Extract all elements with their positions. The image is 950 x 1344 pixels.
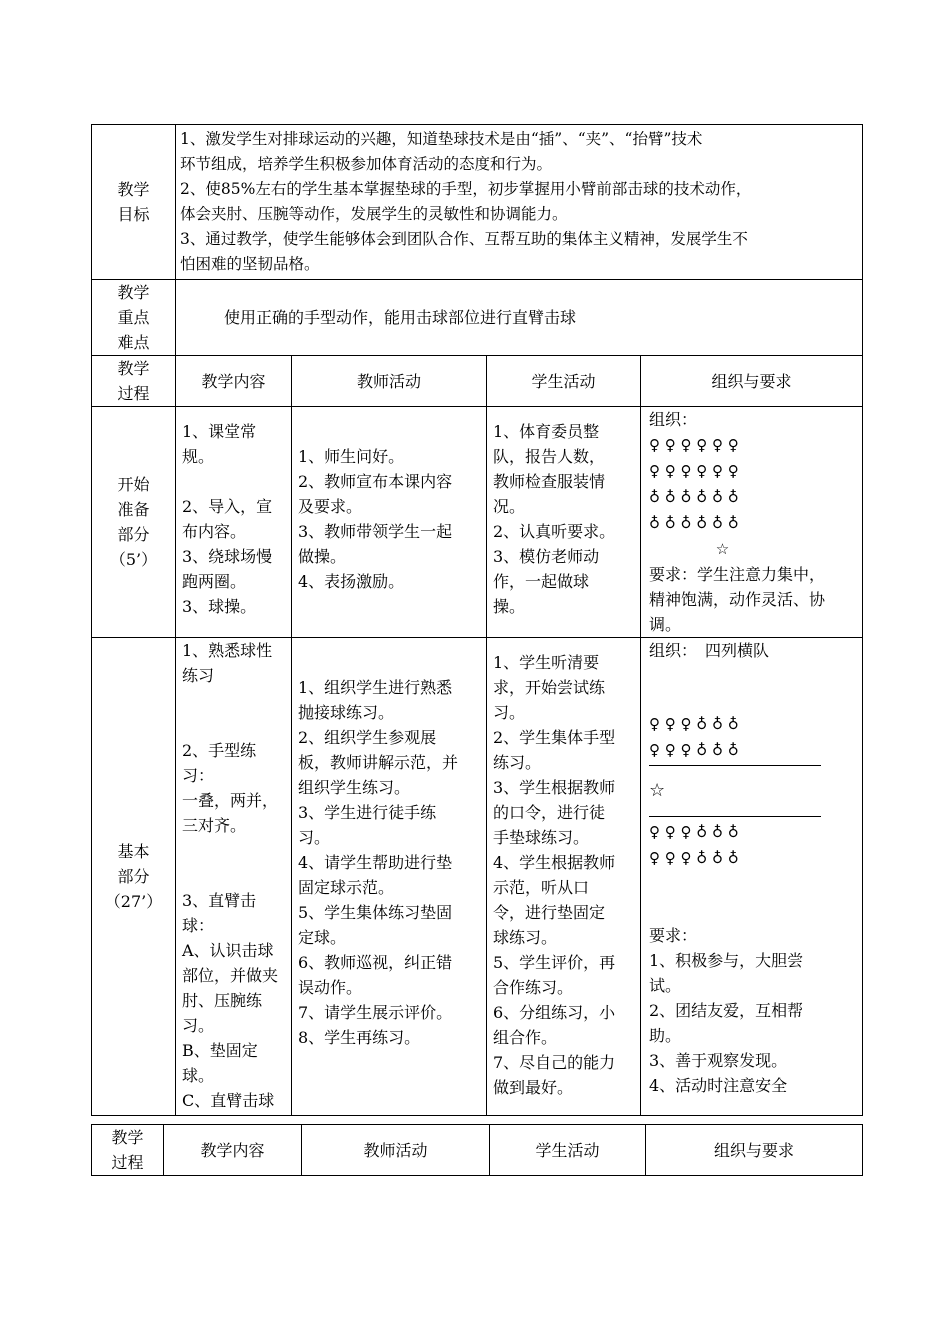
- teacher-line: 8、学生再练习。: [298, 1028, 421, 1047]
- start-section-label: [92, 407, 176, 638]
- content-line: 习。: [182, 1016, 215, 1035]
- student-line: 6、分组练习，小: [493, 1003, 616, 1022]
- teacher-line: 4、请学生帮助进行垫: [298, 853, 453, 872]
- key-points-value: 使用正确的手型动作，能用击球部位进行直臂击球: [224, 308, 577, 327]
- objective-line: 怕困难的坚韧品格。: [180, 255, 320, 273]
- teacher-line: 定球。: [298, 928, 347, 947]
- key-points-label: [92, 280, 176, 356]
- teacher-line: 7、请学生展示评价。: [298, 1003, 453, 1022]
- requirement-line: 精神饱满，动作灵活、协: [649, 590, 826, 609]
- requirement-line: 助。: [649, 1026, 682, 1045]
- formation-row: ♀ ♀ ♀ ♁ ♁ ♁: [649, 849, 739, 867]
- process-header-row: [92, 356, 863, 407]
- teacher-line: 1、组织学生进行熟悉: [298, 678, 453, 697]
- content-line: 3、直臂击: [182, 891, 257, 910]
- content-line: A、认识击球: [182, 941, 274, 960]
- student-line: 7、尽自己的能力: [493, 1053, 616, 1072]
- content-line: 1、课堂常: [182, 422, 257, 441]
- requirement-line: 2、团结友爱，互相帮: [649, 1001, 804, 1020]
- requirement-line: 要求：: [649, 926, 698, 945]
- objectives-row: [92, 125, 863, 280]
- objective-line: 1、激发学生对排球运动的兴趣，知道垫球技术是由“插”、“夹”、“抬臂”技术: [180, 130, 703, 148]
- teacher-line: 3、教师带领学生一起: [298, 522, 453, 541]
- spacer: [649, 871, 858, 923]
- student-line: 5、学生评价，再: [493, 953, 616, 972]
- label-line: 难点: [117, 333, 150, 352]
- content-line: [182, 863, 285, 888]
- org-label: 组织： 四列横队: [649, 641, 770, 660]
- teacher-line: 误动作。: [298, 978, 363, 997]
- content-line: [182, 688, 285, 713]
- label-line: 教学: [117, 180, 150, 199]
- process-label: [92, 356, 176, 407]
- content-line: 3、球操。: [182, 597, 257, 616]
- student-line: 令，进行垫固定: [493, 903, 606, 922]
- teacher-line: 6、教师巡视，纠正错: [298, 953, 453, 972]
- key-points-text: [176, 280, 863, 356]
- teacher-line: 及要求。: [298, 497, 363, 516]
- header-content-2: 教学内容: [164, 1125, 302, 1176]
- start-section-row: [92, 407, 863, 638]
- label-line: 目标: [117, 205, 150, 224]
- basic-student: [487, 638, 641, 1116]
- teacher-line: 固定球示范。: [298, 878, 395, 897]
- content-line: 1、熟悉球性: [182, 641, 273, 660]
- start-student: [487, 407, 641, 638]
- start-org: [641, 407, 863, 638]
- teacher-star-icon: ☆: [649, 780, 666, 801]
- label-line: （27’）: [104, 892, 163, 911]
- teacher-line: 5、学生集体练习垫固: [298, 903, 453, 922]
- teacher-line: 抛接球练习。: [298, 703, 395, 722]
- label-line: 过程: [111, 1153, 144, 1172]
- label-line: 开始: [117, 475, 150, 494]
- content-line: 一叠，两并，: [182, 791, 279, 810]
- requirement-line: 1、积极参与，大胆尝: [649, 951, 804, 970]
- student-line: 的口令，进行徒: [493, 803, 606, 822]
- requirement-line: 调。: [649, 615, 682, 634]
- student-line: 做到最好。: [493, 1078, 574, 1097]
- content-line: 习：: [182, 766, 215, 785]
- teacher-line: 板，教师讲解示范，并: [298, 753, 459, 772]
- basic-section-label: [92, 638, 176, 1116]
- process-header-row-2: [92, 1125, 863, 1176]
- student-line: 合作练习。: [493, 978, 574, 997]
- basic-org: [641, 638, 863, 1116]
- header-teacher-2: 教师活动: [302, 1125, 490, 1176]
- net-line: [649, 765, 821, 766]
- student-line: 作，一起做球: [493, 572, 590, 591]
- content-line: [182, 713, 285, 738]
- objective-line: 2、使85%左右的学生基本掌握垫球的手型，初步掌握用小臂前部击球的技术动作，: [180, 180, 752, 198]
- teacher-line: 2、组织学生参观展: [298, 728, 437, 747]
- student-line: 队，报告人数，: [493, 447, 606, 466]
- content-line: 肘、压腕练: [182, 991, 263, 1010]
- content-line: B、垫固定: [182, 1041, 258, 1060]
- content-line: 3、绕球场慢: [182, 547, 273, 566]
- objective-line: 3、通过教学，使学生能够体会到团队合作、互帮互助的集体主义精神，发展学生不: [180, 230, 748, 248]
- label-line: 过程: [117, 384, 150, 403]
- student-line: 示范，听从口: [493, 878, 590, 897]
- spacer: [649, 804, 858, 814]
- student-line: 操。: [493, 597, 526, 616]
- female-formation-row: ♀ ♀ ♀ ♀ ♀ ♀: [649, 462, 739, 480]
- content-line: 布内容。: [182, 522, 247, 541]
- requirement-line: 要求：学生注意力集中，: [649, 565, 826, 584]
- basic-section-row: [92, 638, 863, 1116]
- content-line: C、直臂击球: [182, 1091, 275, 1110]
- start-content: [176, 407, 292, 638]
- student-line: 练习。: [493, 753, 542, 772]
- content-line: 球：: [182, 916, 215, 935]
- female-formation-row: ♀ ♀ ♀ ♀ ♀ ♀: [649, 436, 739, 454]
- teacher-line: 4、表扬激励。: [298, 572, 405, 591]
- teacher-line: 1、师生问好。: [298, 447, 405, 466]
- label-line: 基本: [117, 842, 150, 861]
- label-line: 重点: [117, 308, 150, 327]
- org-label: 组织：: [649, 410, 698, 429]
- formation-row: ♀ ♀ ♀ ♁ ♁ ♁: [649, 823, 739, 841]
- label-line: （5’）: [109, 550, 158, 569]
- lesson-plan-table: [91, 124, 863, 1116]
- content-line: 规。: [182, 447, 215, 466]
- teacher-position-row: ☆: [649, 540, 730, 558]
- student-line: 球练习。: [493, 928, 558, 947]
- student-line: 习。: [493, 703, 526, 722]
- student-line: 2、学生集体手型: [493, 728, 616, 747]
- student-line: 教师检查服装情: [493, 472, 606, 491]
- content-line: 2、手型练: [182, 741, 257, 760]
- content-line: 部位，并做夹: [182, 966, 279, 985]
- student-line: 3、模仿老师动: [493, 547, 600, 566]
- student-line: 3、学生根据教师: [493, 778, 616, 797]
- spacer: [649, 663, 858, 711]
- objectives-label: [92, 125, 176, 280]
- teacher-line: 习。: [298, 828, 331, 847]
- formation-row: ♀ ♀ ♀ ♁ ♁ ♁: [649, 715, 739, 733]
- male-formation-row: ♁ ♁ ♁ ♁ ♁ ♁: [649, 514, 739, 532]
- header-org-2: 组织与要求: [646, 1125, 863, 1176]
- male-formation-row: ♁ ♁ ♁ ♁ ♁ ♁: [649, 488, 739, 506]
- header-org: 组织与要求: [641, 356, 863, 407]
- label-line: 教学: [111, 1128, 144, 1147]
- header-teacher: 教师活动: [292, 356, 487, 407]
- header-content: 教学内容: [176, 356, 292, 407]
- teacher-line: 2、教师宣布本课内容: [298, 472, 453, 491]
- objectives-text: [176, 125, 863, 280]
- student-line: 求，开始尝试练: [493, 678, 606, 697]
- label-line: 教学: [117, 283, 150, 302]
- spacer: [649, 768, 858, 778]
- formation-row: ♀ ♀ ♀ ♁ ♁ ♁: [649, 741, 739, 759]
- requirement-line: 4、活动时注意安全: [649, 1076, 788, 1095]
- label-line: 准备: [117, 500, 150, 519]
- teacher-line: 做操。: [298, 547, 347, 566]
- requirement-line: 3、善于观察发现。: [649, 1051, 788, 1070]
- teacher-line: [298, 650, 480, 675]
- header-student: 学生活动: [487, 356, 641, 407]
- key-points-row: [92, 280, 863, 356]
- label-line: 部分: [117, 867, 150, 886]
- teacher-line: 3、学生进行徒手练: [298, 803, 437, 822]
- label-line: 部分: [117, 525, 150, 544]
- student-line: 1、学生听清要: [493, 653, 600, 672]
- content-line: 2、导入，宣: [182, 497, 273, 516]
- student-line: 2、认真听要求。: [493, 522, 616, 541]
- student-line: 1、体育委员整: [493, 422, 600, 441]
- content-line: 跑两圈。: [182, 572, 247, 591]
- objective-line: 体会夹肘、压腕等动作，发展学生的灵敏性和协调能力。: [180, 205, 568, 223]
- start-teacher: [292, 407, 487, 638]
- teacher-line: [298, 419, 480, 444]
- basic-content: [176, 638, 292, 1116]
- objective-line: 环节组成，培养学生积极参加体育活动的态度和行为。: [180, 155, 553, 173]
- student-line: 手垫球练习。: [493, 828, 590, 847]
- content-line: 练习: [182, 666, 215, 685]
- content-line: 球。: [182, 1066, 215, 1085]
- header-student-2: 学生活动: [490, 1125, 646, 1176]
- label-line: 教学: [117, 359, 150, 378]
- requirement-line: 试。: [649, 976, 682, 995]
- process-header-table: [91, 1124, 863, 1176]
- student-line: 4、学生根据教师: [493, 853, 616, 872]
- student-line: 组合作。: [493, 1028, 558, 1047]
- basic-teacher: [292, 638, 487, 1116]
- teacher-line: 组织学生练习。: [298, 778, 411, 797]
- process-label-2: [92, 1125, 164, 1176]
- content-line: [182, 838, 285, 863]
- student-line: 况。: [493, 497, 526, 516]
- content-line: 三对齐。: [182, 816, 247, 835]
- net-line: [649, 816, 821, 817]
- content-line: [182, 469, 285, 494]
